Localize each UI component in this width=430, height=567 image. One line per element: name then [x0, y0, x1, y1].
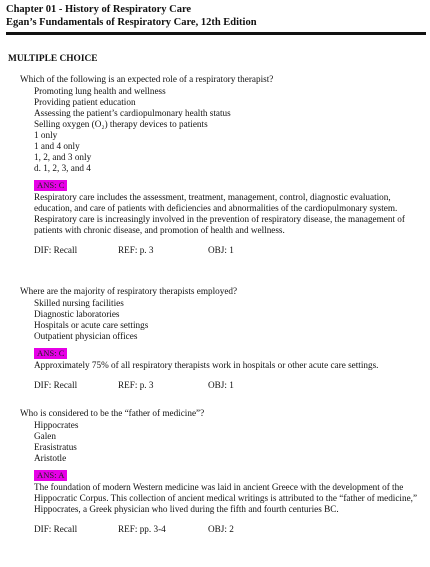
question-stem: Who is considered to be the “father of medicine”? — [20, 408, 205, 418]
option-item: Erasistratus — [34, 442, 77, 452]
question-meta — [34, 380, 424, 391]
answer-rationale: Respiratory care includes the assessment, treatment, management, control, diagnostic evaluation, education, and care of patients with deficiencies and abnormalities of the cardiopulmonary system. Respiratory care is increasingly involved in the prevention of respiratory disease, the management of patients with chronic disease, and promotion of health and wellness. — [34, 192, 405, 235]
option-item: Diagnostic laboratories — [34, 309, 120, 319]
question-3 — [20, 408, 424, 535]
question-2 — [20, 286, 424, 391]
option-list — [34, 298, 424, 342]
document-header — [6, 4, 426, 29]
section-title: MULTIPLE CHOICE — [8, 54, 98, 64]
objective-label: OBJ: 2 — [208, 524, 234, 534]
question-meta — [34, 245, 424, 256]
option-item: Galen — [34, 431, 56, 441]
reference-label: REF: p. 3 — [118, 245, 154, 255]
question-1 — [20, 74, 424, 256]
objective-label: OBJ: 1 — [208, 380, 234, 390]
chapter-title: Chapter 01 - History of Respiratory Care — [6, 4, 192, 15]
option-item: 1 and 4 only — [34, 141, 80, 151]
objective-label: OBJ: 1 — [208, 245, 234, 255]
answer-rationale: The foundation of modern Western medicine was laid in ancient Greece with the development of the Hippocratic Corpus. This collection of ancient medical writings is attributed to the “father of medicine,” Hippocrates, a Greek physician who lived during the fifth and fourth centuries BC. — [34, 482, 418, 514]
option-item: Selling oxygen (O₂) therapy devices to patients — [34, 119, 208, 129]
option-item: Hippocrates — [34, 420, 79, 430]
option-item: Promoting lung health and wellness — [34, 86, 166, 96]
option-item: d. 1, 2, 3, and 4 — [34, 163, 91, 173]
option-item: Hospitals or acute care settings — [34, 320, 149, 330]
option-item: 1 only — [34, 130, 58, 140]
question-stem: Where are the majority of respiratory therapists employed? — [20, 286, 238, 296]
option-item: Outpatient physician offices — [34, 331, 138, 341]
option-list — [34, 86, 424, 174]
question-stem: Which of the following is an expected role of a respiratory therapist? — [20, 74, 274, 84]
option-item: Providing patient education — [34, 97, 136, 107]
difficulty-label: DIF: Recall — [34, 245, 78, 255]
option-item: Skilled nursing facilities — [34, 298, 124, 308]
question-meta — [34, 524, 424, 535]
header-rule — [6, 32, 426, 35]
answer-highlight: ANS: A — [34, 470, 67, 481]
option-item: Assessing the patient’s cardiopulmonary health status — [34, 108, 231, 118]
reference-label: REF: p. 3 — [118, 380, 154, 390]
answer-rationale: Approximately 75% of all respiratory therapists work in hospitals or other acute care settings. — [34, 360, 379, 370]
option-item: Aristotle — [34, 453, 67, 463]
book-title: Egan’s Fundamentals of Respiratory Care, 12th Edition — [6, 16, 257, 28]
reference-label: REF: pp. 3-4 — [118, 524, 166, 534]
option-item: 1, 2, and 3 only — [34, 152, 92, 162]
difficulty-label: DIF: Recall — [34, 524, 78, 534]
answer-highlight: ANS: C — [34, 348, 67, 359]
answer-highlight: ANS: C — [34, 180, 67, 191]
option-list — [34, 420, 424, 464]
difficulty-label: DIF: Recall — [34, 380, 78, 390]
